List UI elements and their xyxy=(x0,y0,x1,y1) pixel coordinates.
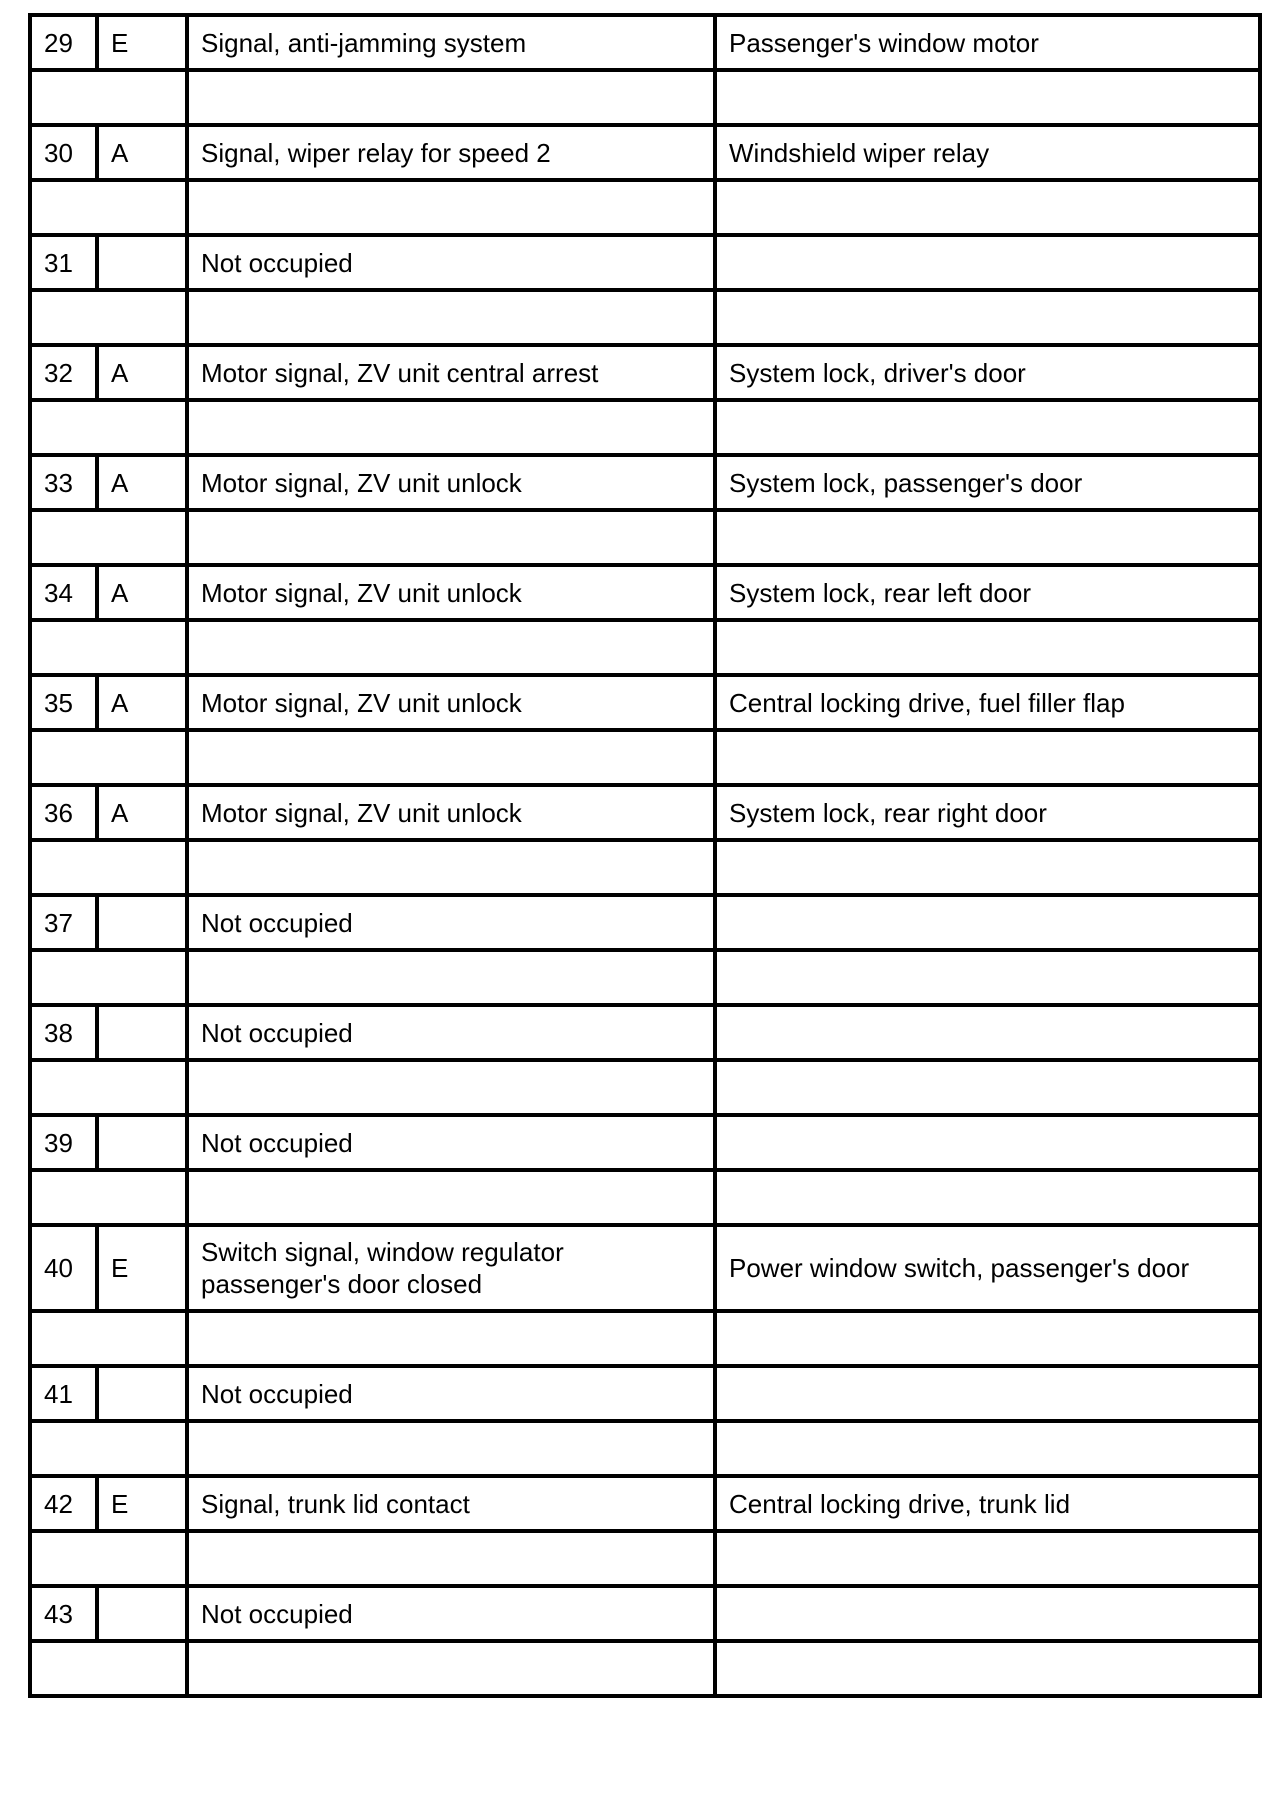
pin-number-cell: 32 xyxy=(30,345,97,400)
table-row xyxy=(30,565,1260,620)
signal-description-line: Not occupied xyxy=(201,247,353,278)
table-row xyxy=(30,675,1260,730)
pin-assignment-table xyxy=(28,13,1262,1698)
signal-description-cell xyxy=(187,455,715,510)
signal-type-cell xyxy=(97,895,187,950)
spacer-cell xyxy=(187,180,715,235)
component-cell: System lock, driver's door xyxy=(715,345,1260,400)
spacer-cell xyxy=(30,950,187,1005)
spacer-row xyxy=(30,840,1260,895)
spacer-cell xyxy=(715,1170,1260,1225)
component-cell: Central locking drive, trunk lid xyxy=(715,1476,1260,1531)
signal-description-line: Motor signal, ZV unit unlock xyxy=(201,467,522,498)
spacer-cell xyxy=(30,1060,187,1115)
component-cell xyxy=(715,235,1260,290)
signal-description-cell xyxy=(187,125,715,180)
spacer-row xyxy=(30,290,1260,345)
signal-type-cell: E xyxy=(97,15,187,70)
pin-number-cell: 34 xyxy=(30,565,97,620)
spacer-row xyxy=(30,1170,1260,1225)
signal-description-cell xyxy=(187,1225,715,1311)
spacer-cell xyxy=(30,1170,187,1225)
signal-description-line: Not occupied xyxy=(201,907,353,938)
signal-type-cell: A xyxy=(97,125,187,180)
signal-description-cell xyxy=(187,1586,715,1641)
spacer-cell xyxy=(30,730,187,785)
signal-description-line: Signal, wiper relay for speed 2 xyxy=(201,137,551,168)
signal-description-cell xyxy=(187,15,715,70)
signal-description-cell xyxy=(187,565,715,620)
spacer-row xyxy=(30,950,1260,1005)
spacer-row xyxy=(30,620,1260,675)
spacer-row xyxy=(30,510,1260,565)
signal-description-cell xyxy=(187,895,715,950)
spacer-cell xyxy=(715,730,1260,785)
signal-description-line: Motor signal, ZV unit unlock xyxy=(201,797,522,828)
component-cell xyxy=(715,1586,1260,1641)
pin-number-cell: 33 xyxy=(30,455,97,510)
component-cell xyxy=(715,1366,1260,1421)
signal-type-cell: E xyxy=(97,1225,187,1311)
table-row xyxy=(30,1115,1260,1170)
spacer-cell xyxy=(30,510,187,565)
spacer-cell xyxy=(715,1421,1260,1476)
spacer-row xyxy=(30,180,1260,235)
spacer-row xyxy=(30,1641,1260,1696)
component-cell xyxy=(715,1005,1260,1060)
signal-type-cell xyxy=(97,1366,187,1421)
component-cell: System lock, rear left door xyxy=(715,565,1260,620)
signal-description-line: Motor signal, ZV unit unlock xyxy=(201,577,522,608)
table-row xyxy=(30,1225,1260,1311)
spacer-row xyxy=(30,400,1260,455)
spacer-cell xyxy=(30,70,187,125)
signal-type-cell: A xyxy=(97,785,187,840)
table-row xyxy=(30,1005,1260,1060)
signal-description-line: Motor signal, ZV unit unlock xyxy=(201,687,522,718)
component-cell: Central locking drive, fuel filler flap xyxy=(715,675,1260,730)
spacer-cell xyxy=(187,1170,715,1225)
spacer-cell xyxy=(715,840,1260,895)
spacer-row xyxy=(30,730,1260,785)
component-cell: System lock, passenger's door xyxy=(715,455,1260,510)
table-row xyxy=(30,895,1260,950)
spacer-cell xyxy=(187,1641,715,1696)
component-cell: Windshield wiper relay xyxy=(715,125,1260,180)
spacer-cell xyxy=(187,840,715,895)
spacer-cell xyxy=(30,1421,187,1476)
signal-type-cell xyxy=(97,1005,187,1060)
spacer-cell xyxy=(187,70,715,125)
table-row xyxy=(30,345,1260,400)
spacer-row xyxy=(30,1060,1260,1115)
component-cell xyxy=(715,1115,1260,1170)
signal-description-cell xyxy=(187,675,715,730)
spacer-cell xyxy=(187,730,715,785)
spacer-cell xyxy=(715,1641,1260,1696)
spacer-cell xyxy=(30,290,187,345)
spacer-cell xyxy=(715,180,1260,235)
spacer-cell xyxy=(187,510,715,565)
signal-description-line: Signal, anti-jamming system xyxy=(201,27,527,58)
spacer-cell xyxy=(187,290,715,345)
signal-type-cell: A xyxy=(97,455,187,510)
spacer-cell xyxy=(715,400,1260,455)
pin-number-cell: 37 xyxy=(30,895,97,950)
signal-description-cell xyxy=(187,1005,715,1060)
spacer-cell xyxy=(187,950,715,1005)
spacer-cell xyxy=(187,1421,715,1476)
spacer-cell xyxy=(715,510,1260,565)
pin-number-cell: 36 xyxy=(30,785,97,840)
pin-number-cell: 41 xyxy=(30,1366,97,1421)
spacer-cell xyxy=(30,840,187,895)
table-row xyxy=(30,125,1260,180)
table-row xyxy=(30,785,1260,840)
signal-type-cell: A xyxy=(97,565,187,620)
spacer-cell xyxy=(715,1311,1260,1366)
pin-number-cell: 39 xyxy=(30,1115,97,1170)
spacer-cell xyxy=(715,620,1260,675)
signal-description-line: passenger's door closed xyxy=(201,1269,483,1299)
pin-number-cell: 35 xyxy=(30,675,97,730)
spacer-cell xyxy=(715,950,1260,1005)
spacer-row xyxy=(30,1421,1260,1476)
spacer-cell xyxy=(30,1641,187,1696)
table-row xyxy=(30,1366,1260,1421)
pin-number-cell: 38 xyxy=(30,1005,97,1060)
signal-type-cell: A xyxy=(97,345,187,400)
table-row xyxy=(30,1476,1260,1531)
spacer-row xyxy=(30,1311,1260,1366)
signal-type-cell xyxy=(97,235,187,290)
spacer-cell xyxy=(30,1531,187,1586)
signal-description-line: Not occupied xyxy=(201,1598,353,1629)
spacer-cell xyxy=(30,1311,187,1366)
pin-number-cell: 42 xyxy=(30,1476,97,1531)
spacer-cell xyxy=(30,180,187,235)
signal-description-cell xyxy=(187,1366,715,1421)
table-row xyxy=(30,15,1260,70)
table-row xyxy=(30,235,1260,290)
signal-description-line: Signal, trunk lid contact xyxy=(201,1488,470,1519)
signal-description-line: Not occupied xyxy=(201,1017,353,1048)
signal-description-cell xyxy=(187,345,715,400)
component-cell: Power window switch, passenger's door xyxy=(715,1225,1260,1311)
spacer-row xyxy=(30,1531,1260,1586)
signal-description-cell xyxy=(187,235,715,290)
signal-type-cell: A xyxy=(97,675,187,730)
spacer-cell xyxy=(715,1060,1260,1115)
spacer-cell xyxy=(30,400,187,455)
pin-number-cell: 43 xyxy=(30,1586,97,1641)
signal-type-cell xyxy=(97,1115,187,1170)
pin-table-body xyxy=(30,15,1260,1696)
signal-description-cell xyxy=(187,1115,715,1170)
signal-type-cell: E xyxy=(97,1476,187,1531)
spacer-row xyxy=(30,70,1260,125)
pin-number-cell: 31 xyxy=(30,235,97,290)
signal-description-line: Not occupied xyxy=(201,1378,353,1409)
spacer-cell xyxy=(187,1311,715,1366)
signal-description-line: Not occupied xyxy=(201,1127,353,1158)
signal-description-cell xyxy=(187,785,715,840)
component-cell: Passenger's window motor xyxy=(715,15,1260,70)
spacer-cell xyxy=(187,400,715,455)
table-row xyxy=(30,1586,1260,1641)
spacer-cell xyxy=(187,620,715,675)
pin-number-cell: 29 xyxy=(30,15,97,70)
signal-description-line: Switch signal, window regulator xyxy=(201,1237,564,1267)
signal-type-cell xyxy=(97,1586,187,1641)
pin-number-cell: 40 xyxy=(30,1225,97,1311)
spacer-cell xyxy=(715,1531,1260,1586)
spacer-cell xyxy=(715,290,1260,345)
spacer-cell xyxy=(187,1060,715,1115)
spacer-cell xyxy=(187,1531,715,1586)
component-cell xyxy=(715,895,1260,950)
table-row xyxy=(30,455,1260,510)
signal-description-cell xyxy=(187,1476,715,1531)
spacer-cell xyxy=(30,620,187,675)
signal-description-line: Motor signal, ZV unit central arrest xyxy=(201,357,599,388)
pin-number-cell: 30 xyxy=(30,125,97,180)
spacer-cell xyxy=(715,70,1260,125)
component-cell: System lock, rear right door xyxy=(715,785,1260,840)
